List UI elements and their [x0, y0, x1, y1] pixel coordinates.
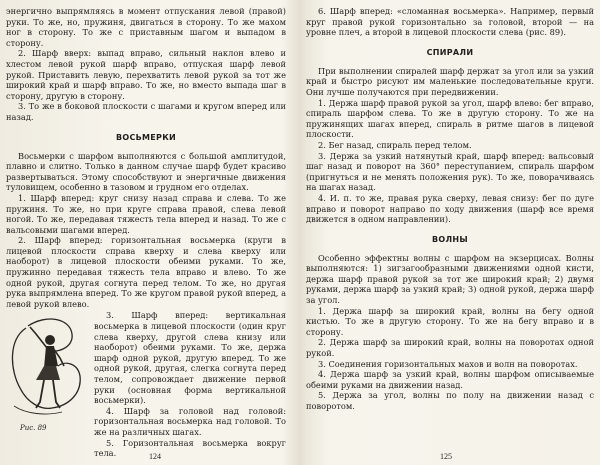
figure-row — [6, 310, 286, 458]
dancer-with-scarf-illustration — [6, 310, 94, 420]
right-page — [306, 6, 594, 458]
page-number-left: 124 — [149, 452, 161, 461]
paragraph: 6. Шарф вперед: «сломанная восьмерка». Например, первый круг правой рукой горизонтально за головой, второй — на уровне плеч, а второй в лицевой плоскости слева (рис. 89). — [306, 6, 594, 38]
paragraph: 2. Шарф вверх: выпад вправо, сильный наклон влево и хлестом левой рукой шарф вправо, отпуская шарф левой рукой. Приставить левую, перехватить левой рукой за тот же широкий край и шарф вправо. То же, но вместо выпада шаг в сторону, другую в сторону. — [6, 48, 286, 101]
paragraph: 3. То же в боковой плоскости с шагами и кругом вперед или назад. — [6, 101, 286, 122]
paragraph: 2. Бег назад, спираль перед телом. — [318, 139, 472, 150]
figure-side-text — [94, 310, 286, 458]
section-heading-spirals: СПИРАЛИ — [426, 47, 474, 57]
paragraph: 2. Шарф вперед: горизонтальная восьмерка (круги в лицевой плоскости справа кверху и слева кверху или наоборот) в лицевой плоскости обеими руками. То же, пружинно передавая тяжесть тела вправо и влево. То же одной рукой, другая согнута перед телом. То же, но другая рука выпрямлена вперед. То же кругом правой рукой вперед, а левой рукой влево. — [6, 235, 286, 309]
paragraph: 4. Шарф за головой над головой: горизонтальная восьмерка над головой. То же на различных шагах. — [94, 405, 286, 437]
paragraph: 5. Держа за угол, волны по полу на движении назад с поворотом. — [306, 390, 594, 411]
paragraph: При выполнении спиралей шарф держат за угол или за узкий край и быстро рисуют им маленькие последовательные круги. Они лучше получаются при передвижении. — [306, 65, 594, 97]
figure-89 — [6, 310, 94, 433]
paragraph: энергично выпрямляясь в момент отпускания левой (правой) руки. То же, но, пружиня, двигаться в сторону. То же махом ног в сторону. То же с приставным шагом и выпадом в сторону. — [6, 6, 286, 48]
paragraph: 1. Держа шарф правой рукой за угол, шарф влево: бег вправо, спираль шарфом слева. То же в другую сторону. То же на пружинящих шагах вперед, спираль в ритме шагов в лицевой плоскости. — [306, 97, 594, 140]
left-page — [6, 6, 286, 458]
paragraph: 4. И. п. то же, правая рука сверху, левая снизу: бег по дуге вправо и поворот направо по ходу движения (шарф все время движется в одном направлении). — [306, 192, 594, 225]
paragraph: 2. Держа шарф за широкий край, волны на поворотах одной рукой. — [306, 337, 594, 359]
paragraph: 3. Держа за узкий натянутый край, шарф вперед: вальсовый шаг назад и поворот на 360° переступанием, спираль шарфом (пригнуться и не менять положения рук). То же, поворачиваясь на шагах назад. — [306, 150, 594, 193]
section-heading-waves: ВОЛНЫ — [431, 234, 469, 244]
paragraph: 4. Держа шарф за узкий край, волны шарфом описываемые обеими руками на движении назад. — [306, 369, 594, 390]
section-heading-figure-eights: ВОСЬМЕРКИ — [115, 132, 177, 142]
paragraph: Восьмерки с шарфом выполняются с большой амплитудой, плавно и слитно. Только в данном случае шарф будет красиво развертываться. Этому способствуют и энергичные движения туловищем, особенно в тазовом и грудном его отделах. — [6, 150, 286, 193]
paragraph: 3. Соединения горизонтальных махов и волн на поворотах. — [318, 358, 578, 369]
paragraph: 1. Держа шарф за широкий край, волны на бегу одной кистью. То же в другую сторону. То же на бегу вправо и в сторону. — [306, 305, 594, 337]
paragraph: 5. Горизонтальная восьмерка вокруг тела. — [94, 437, 286, 458]
paragraph: 1. Шарф вперед: круг снизу назад справа и слева. То же пружиня. То же, но при круге справа правой, слева левой ногой. То же, передавая тяжесть тела вперед и назад. То же с вальсовыми шагами вперед. — [6, 192, 286, 235]
figure-caption: Рис. 89 — [20, 424, 47, 433]
paragraph: 3. Шарф вперед: вертикальная восьмерка в лицевой плоскости (один круг слева кверху, другой слева книзу или наоборот) обеими руками. То же, держа шарф одной рукой, другую вперед. То же одной рукой, другая, слегка согнута перед телом, сопровождает движение первой руки (основная форма вертикальной восьмерки). — [94, 310, 286, 406]
page-number-right: 125 — [440, 452, 452, 461]
paragraph: Особенно эффектны волны с шарфом на экзерцисах. Волны выполняются: 1) зигзагообразными движениями одной кисти, держа шарф правой рукой за тот же широкий край; 2) двумя руками, держа шарф за узкий край; 3) одной рукой, держа шарф за угол. — [306, 252, 594, 306]
